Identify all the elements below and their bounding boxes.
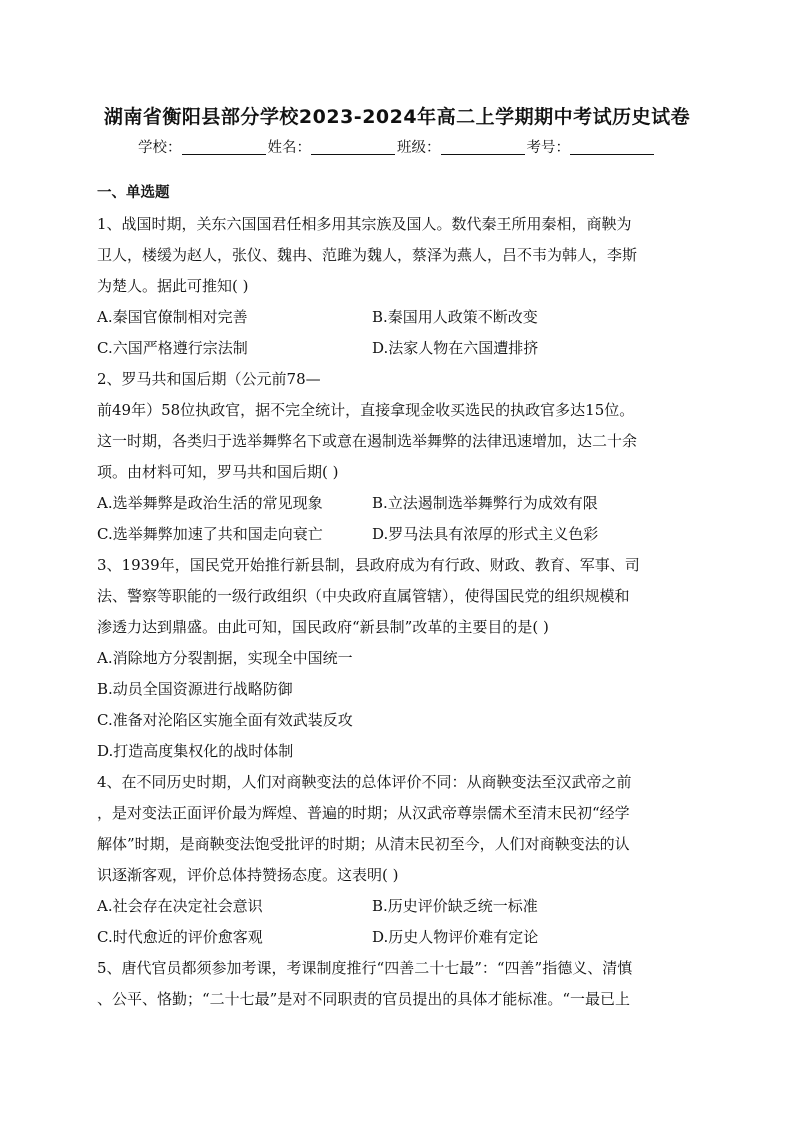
question-line: 识逐渐客观，评价总体持赞扬态度。这表明( )	[97, 866, 399, 884]
option-a[interactable]: A.消除地方分裂割据，实现全中国统一	[97, 649, 353, 667]
school-blank[interactable]	[182, 140, 266, 155]
option-row	[97, 488, 697, 519]
question-line: 这一时期，各类归于选举舞弊名下或意在遏制选举舞弊的法律迅速增加，达二十余	[97, 432, 638, 450]
class-label: 班级：	[397, 140, 441, 156]
option-a[interactable]: A.选举舞弊是政治生活的常见现象	[97, 494, 323, 512]
option-c[interactable]: C.准备对沦陷区实施全面有效武装反攻	[97, 711, 353, 729]
question-line: 4、在不同历史时期，人们对商鞅变法的总体评价不同：从商鞅变法至汉武帝之前	[97, 773, 632, 791]
option-row	[97, 922, 697, 953]
option-b[interactable]: B.动员全国资源进行战略防御	[97, 680, 293, 698]
option-c[interactable]: C.选举舞弊加速了共和国走向衰亡	[97, 525, 323, 543]
option-b[interactable]: B.历史评价缺乏统一标准	[372, 897, 538, 915]
question-line: 3、1939年，国民党开始推行新县制，县政府成为有行政、财政、教育、军事、司	[97, 556, 640, 574]
class-field[interactable]	[397, 136, 527, 157]
name-blank[interactable]	[311, 140, 395, 155]
student-info-row	[0, 136, 794, 157]
option-a[interactable]: A.社会存在决定社会意识	[97, 897, 263, 915]
number-field[interactable]	[527, 136, 657, 157]
name-field[interactable]	[268, 136, 398, 157]
option-row	[97, 519, 697, 550]
question-line: 渗透力达到鼎盛。由此可知，国民政府“新县制”改革的主要目的是( )	[97, 618, 549, 636]
option-c[interactable]: C.时代愈近的评价愈客观	[97, 928, 263, 946]
question-line: 前49年）58位执政官，据不完全统计，直接拿现金收买选民的执政官多达15位。	[97, 401, 635, 419]
option-d[interactable]: D.历史人物评价难有定论	[372, 928, 539, 946]
option-row	[97, 891, 697, 922]
school-field[interactable]	[138, 136, 268, 157]
question-5	[97, 953, 697, 1015]
option-c[interactable]: C.六国严格遵行宗法制	[97, 339, 248, 357]
option-row	[97, 333, 697, 364]
question-4	[97, 767, 697, 953]
name-label: 姓名：	[267, 140, 311, 156]
question-1	[97, 209, 697, 364]
exam-content	[97, 178, 697, 1015]
option-a[interactable]: A.秦国官僚制相对完善	[97, 308, 248, 326]
question-line: 5、唐代官员都须参加考课，考课制度推行“四善二十七最”：“四善”指德义、清慎	[97, 959, 633, 977]
question-line: 1、战国时期，关东六国国君任相多用其宗族及国人。数代秦王所用秦相，商鞅为	[97, 215, 632, 233]
option-b[interactable]: B.秦国用人政策不断改变	[372, 308, 538, 326]
option-d[interactable]: D.法家人物在六国遭排挤	[372, 339, 539, 357]
question-line: 2、罗马共和国后期（公元前78—	[97, 370, 321, 388]
option-d[interactable]: D.罗马法具有浓厚的形式主义色彩	[372, 525, 599, 543]
question-line: 为楚人。据此可推知( )	[97, 277, 249, 295]
exam-title: 湖南省衡阳县部分学校2023-2024年高二上学期期中考试历史试卷	[103, 106, 691, 128]
option-b[interactable]: B.立法遏制选举舞弊行为成效有限	[372, 494, 598, 512]
number-blank[interactable]	[570, 140, 654, 155]
option-d[interactable]: D.打造高度集权化的战时体制	[97, 742, 294, 760]
question-line: ，是对变法正面评价最为辉煌、普遍的时期；从汉武帝尊崇儒术至清末民初“经学	[97, 804, 630, 822]
question-line: 卫人，楼缓为赵人，张仪、魏冉、范雎为魏人，蔡泽为燕人，吕不韦为韩人，李斯	[97, 246, 638, 264]
number-label: 考号：	[526, 140, 570, 156]
question-line: 解体”时期，是商鞅变法饱受批评的时期；从清末民初至今，人们对商鞅变法的认	[97, 835, 630, 853]
question-2	[97, 364, 697, 550]
school-label: 学校：	[138, 140, 182, 156]
section-heading: 一、单选题	[97, 185, 170, 201]
option-row	[97, 302, 697, 333]
question-line: 项。由材料可知，罗马共和国后期( )	[97, 463, 339, 481]
question-line: 、公平、恪勤；“二十七最”是对不同职责的官员提出的具体才能标准。“一最已上	[97, 990, 631, 1008]
question-line: 法、警察等职能的一级行政组织（中央政府直属管辖），使得国民党的组织规模和	[97, 587, 630, 605]
class-blank[interactable]	[441, 140, 525, 155]
question-3	[97, 550, 697, 767]
